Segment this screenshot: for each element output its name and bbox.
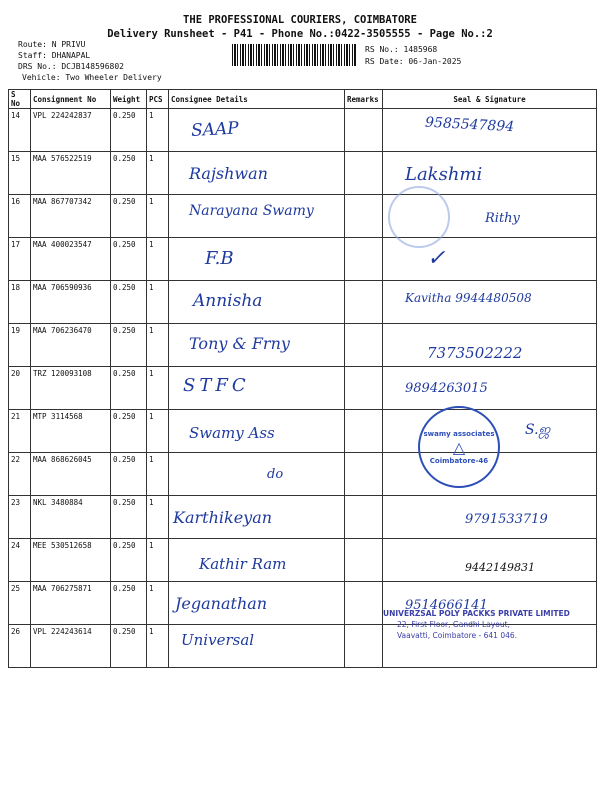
consignment-cell: TRZ 120093108 — [31, 367, 111, 410]
column-header: S No — [9, 90, 31, 109]
consignee-cell — [169, 453, 345, 496]
consignee-cell — [169, 195, 345, 238]
weight-cell: 0.250 — [111, 195, 147, 238]
remarks-cell — [345, 109, 383, 152]
signature-handwriting: 9791533719 — [465, 512, 548, 527]
consignee-handwriting: Narayana Swamy — [189, 203, 314, 219]
remarks-cell — [345, 453, 383, 496]
consignment-cell: MTP 3114568 — [31, 410, 111, 453]
weight-cell: 0.250 — [111, 324, 147, 367]
consignee-handwriting: Jeganathan — [175, 594, 268, 613]
table-row — [9, 367, 597, 410]
signature-handwriting: ✓ — [427, 246, 446, 271]
table-row — [9, 453, 597, 496]
consignee-handwriting: Annisha — [193, 291, 263, 311]
weight-cell: 0.250 — [111, 238, 147, 281]
consignment-cell: VPL 224243614 — [31, 625, 111, 668]
faded-seal-icon — [388, 186, 450, 248]
remarks-cell — [345, 496, 383, 539]
remarks-cell — [345, 324, 383, 367]
vehicle-label: Vehicle: Two Wheeler Delivery — [22, 73, 162, 82]
remarks-cell — [345, 238, 383, 281]
pcs-cell: 1 — [147, 238, 169, 281]
sno-cell: 16 — [9, 195, 31, 238]
signature-handwriting: 9894263015 — [405, 381, 488, 396]
signature-cell — [383, 324, 597, 367]
seal-text-bottom: Coimbatore-46 — [429, 456, 489, 465]
consignee-handwriting: Kathir Ram — [199, 555, 287, 573]
column-header: Consignment No — [31, 90, 111, 109]
consignment-cell: MAA 706590936 — [31, 281, 111, 324]
consignee-cell — [169, 410, 345, 453]
signature-handwriting: 7373502222 — [427, 344, 523, 362]
seal-text-top: swamy associates — [423, 429, 495, 438]
table-row — [9, 281, 597, 324]
company-stamp — [383, 608, 583, 641]
consignee-cell — [169, 281, 345, 324]
consignee-handwriting: STFC — [183, 375, 250, 396]
table-row — [9, 410, 597, 453]
weight-cell: 0.250 — [111, 410, 147, 453]
consignment-cell: VPL 224242837 — [31, 109, 111, 152]
pcs-cell: 1 — [147, 582, 169, 625]
remarks-cell — [345, 410, 383, 453]
sno-cell: 15 — [9, 152, 31, 195]
pcs-cell: 1 — [147, 109, 169, 152]
pcs-cell: 1 — [147, 281, 169, 324]
signature-cell — [383, 367, 597, 410]
remarks-cell — [345, 195, 383, 238]
consignment-cell: NKL 3480884 — [31, 496, 111, 539]
swamy-associates-seal — [418, 406, 500, 488]
remarks-cell — [345, 539, 383, 582]
weight-cell: 0.250 — [111, 539, 147, 582]
signature-handwriting: Rithy — [485, 211, 520, 226]
consignee-cell — [169, 109, 345, 152]
table-row — [9, 195, 597, 238]
table-row — [9, 324, 597, 367]
pcs-cell: 1 — [147, 152, 169, 195]
table-row — [9, 539, 597, 582]
pcs-cell: 1 — [147, 195, 169, 238]
consignee-handwriting: Tony & Frny — [189, 334, 290, 353]
signature-cell — [383, 109, 597, 152]
consignee-cell — [169, 539, 345, 582]
consignee-handwriting: Swamy Ass — [189, 424, 275, 442]
pcs-cell: 1 — [147, 324, 169, 367]
table-header-row — [9, 90, 597, 109]
sno-cell: 19 — [9, 324, 31, 367]
signature-handwriting: Lakshmi — [405, 164, 483, 185]
pcs-cell: 1 — [147, 625, 169, 668]
weight-cell: 0.250 — [111, 625, 147, 668]
drs-number: DRS No.: DCJB148596802 — [18, 62, 124, 71]
signature-handwriting: 9514666141 — [405, 598, 488, 613]
consignee-handwriting: Rajshwan — [189, 164, 268, 183]
consignment-cell: MEE 530512658 — [31, 539, 111, 582]
consignment-cell: MAA 706275871 — [31, 582, 111, 625]
rs-date: RS Date: 06-Jan-2025 — [365, 57, 462, 66]
consignment-cell: MAA 868626045 — [31, 453, 111, 496]
runsheet-title: Delivery Runsheet - P41 - Phone No.:0422-3505555 - Page No.:2 — [107, 28, 493, 40]
table-row — [9, 496, 597, 539]
remarks-cell — [345, 625, 383, 668]
weight-cell: 0.250 — [111, 152, 147, 195]
column-header: Weight — [111, 90, 147, 109]
consignment-cell: MAA 867707342 — [31, 195, 111, 238]
pcs-cell: 1 — [147, 539, 169, 582]
sno-cell: 20 — [9, 367, 31, 410]
weight-cell: 0.250 — [111, 367, 147, 410]
remarks-cell — [345, 582, 383, 625]
remarks-cell — [345, 152, 383, 195]
table-row — [9, 238, 597, 281]
consignee-handwriting: do — [267, 467, 284, 482]
company-title: THE PROFESSIONAL COURIERS, COIMBATORE — [183, 14, 417, 26]
staff-label: Staff: DHANAPAL — [18, 51, 91, 60]
sno-cell: 21 — [9, 410, 31, 453]
column-header: Remarks — [345, 90, 383, 109]
consignment-cell: MAA 400023547 — [31, 238, 111, 281]
sno-cell: 24 — [9, 539, 31, 582]
column-header: PCS — [147, 90, 169, 109]
signature-cell — [383, 496, 597, 539]
signature-cell — [383, 539, 597, 582]
stamp-line: Vaavatti, Coimbatore - 641 046. — [397, 631, 518, 640]
signature-handwriting: 9442149831 — [465, 561, 535, 574]
signature-handwriting: 9585547894 — [424, 114, 515, 136]
consignee-handwriting: Karthikeyan — [173, 508, 273, 527]
barcode — [232, 44, 356, 66]
sno-cell: 25 — [9, 582, 31, 625]
rs-number: RS No.: 1485968 — [365, 45, 438, 54]
weight-cell: 0.250 — [111, 582, 147, 625]
remarks-cell — [345, 367, 383, 410]
signature-cell — [383, 281, 597, 324]
consignee-cell — [169, 496, 345, 539]
consignee-handwriting: SAAP — [190, 118, 240, 141]
consignee-handwriting: Universal — [181, 631, 255, 649]
pcs-cell: 1 — [147, 367, 169, 410]
weight-cell: 0.250 — [111, 453, 147, 496]
consignment-cell: MAA 706236470 — [31, 324, 111, 367]
weight-cell: 0.250 — [111, 496, 147, 539]
sno-cell: 26 — [9, 625, 31, 668]
consignee-cell — [169, 625, 345, 668]
stamp-line: 22, First Floor, Gandhi Layout, — [397, 620, 510, 629]
weight-cell: 0.250 — [111, 281, 147, 324]
sno-cell: 23 — [9, 496, 31, 539]
consignee-cell — [169, 324, 345, 367]
consignee-cell — [169, 238, 345, 281]
sno-cell: 18 — [9, 281, 31, 324]
pcs-cell: 1 — [147, 496, 169, 539]
consignee-cell — [169, 152, 345, 195]
pcs-cell: 1 — [147, 410, 169, 453]
consignment-cell: MAA 576522519 — [31, 152, 111, 195]
pcs-cell: 1 — [147, 453, 169, 496]
table-row — [9, 109, 597, 152]
consignee-cell — [169, 582, 345, 625]
column-header: Consignee Details — [169, 90, 345, 109]
column-header: Seal & Signature — [383, 90, 597, 109]
sno-cell: 22 — [9, 453, 31, 496]
runsheet-table — [8, 89, 597, 668]
sno-cell: 14 — [9, 109, 31, 152]
stamp-line: UNIVERZSAL POLY PACKKS PRIVATE LIMITED — [383, 609, 570, 618]
remarks-cell — [345, 281, 383, 324]
sno-cell: 17 — [9, 238, 31, 281]
signature-handwriting: Kavitha 9944480508 — [405, 291, 532, 305]
triangle-logo-icon: △ — [452, 437, 466, 457]
consignee-handwriting: F.B — [205, 248, 234, 269]
consignee-cell — [169, 367, 345, 410]
table-row — [9, 152, 597, 195]
signature-handwriting: S.ஜ — [525, 422, 551, 438]
weight-cell: 0.250 — [111, 109, 147, 152]
route-label: Route: N PRIVU — [18, 40, 86, 49]
